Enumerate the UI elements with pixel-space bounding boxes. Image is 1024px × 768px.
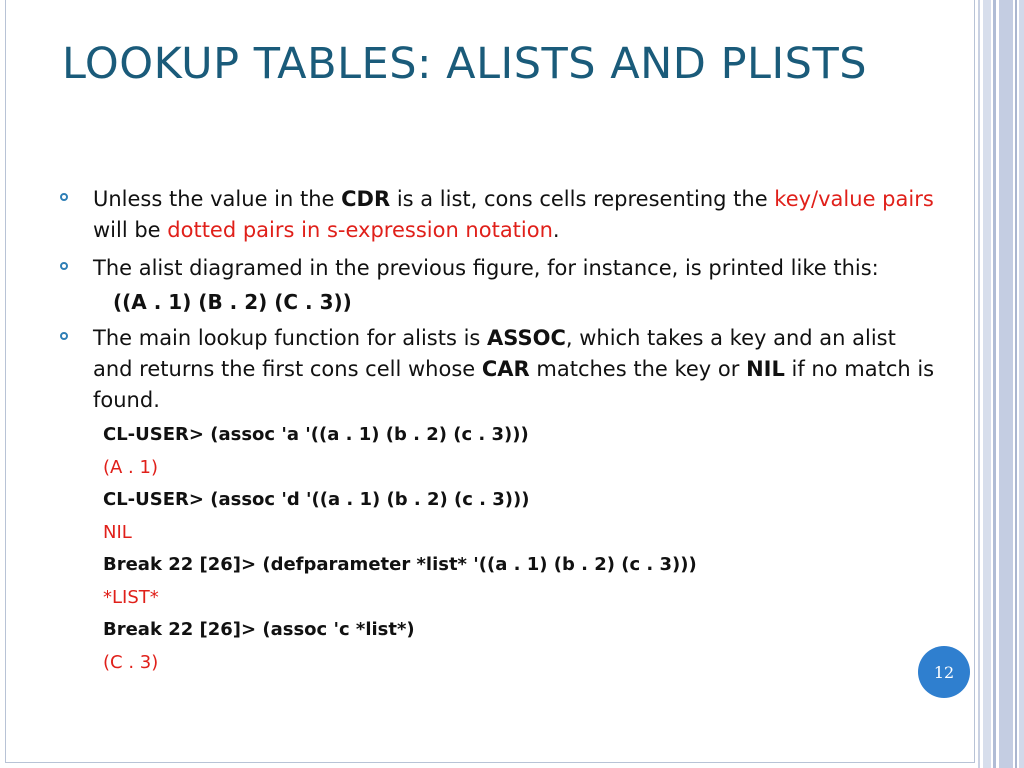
decor-stripe xyxy=(1015,0,1017,768)
repl-transcript xyxy=(60,419,940,679)
repl-command: CL-USER> (assoc 'a '((a . 1) (b . 2) (c . 3))) xyxy=(103,424,529,445)
bullet-circle-icon xyxy=(60,332,68,340)
bullet-text: The main lookup function for alists is xyxy=(93,326,488,350)
bullet-text: Unless the value in the xyxy=(93,187,342,211)
repl-output: *LIST* xyxy=(103,586,159,608)
bullet-text: is a list, cons cells representing the xyxy=(390,187,775,211)
highlight-key-value-pairs: key/value pairs xyxy=(774,187,934,211)
slide-content xyxy=(60,184,940,679)
slide-title: LOOKUP TABLES: ALISTS AND PLISTS xyxy=(62,39,868,89)
bullet-item xyxy=(60,253,940,284)
repl-command: Break 22 [26]> (assoc 'c *list*) xyxy=(103,619,415,640)
decor-stripe xyxy=(999,0,1013,768)
decor-stripe xyxy=(983,0,991,768)
page-number: 12 xyxy=(933,662,955,682)
keyword-nil: NIL xyxy=(746,357,785,381)
bullet-text: matches the key or xyxy=(529,357,747,381)
repl-command: Break 22 [26]> (defparameter *list* '((a . 1) (b . 2) (c . 3))) xyxy=(103,554,697,575)
bullet-item xyxy=(60,184,940,246)
page-number-badge xyxy=(918,646,970,698)
bullet-text: , which takes a key and an alist and returns the first cons cell whose xyxy=(93,326,896,381)
bullet-text: will be xyxy=(93,218,168,242)
repl-output: NIL xyxy=(103,521,132,543)
bullet-text: if no match is found. xyxy=(93,357,935,412)
bullet-circle-icon xyxy=(60,193,68,201)
repl-output: (C . 3) xyxy=(103,651,159,673)
bullet-text: The alist diagramed in the previous figure, for instance, is printed like this: xyxy=(93,256,879,280)
highlight-dotted-pairs: dotted pairs in s-expression notation xyxy=(167,218,553,242)
bullet-circle-icon xyxy=(60,262,68,270)
decor-stripe xyxy=(1019,0,1024,768)
repl-command: CL-USER> (assoc 'd '((a . 1) (b . 2) (c . 3))) xyxy=(103,489,530,510)
keyword-cdr: CDR xyxy=(341,187,391,211)
repl-output: (A . 1) xyxy=(103,456,158,478)
bullet-text: . xyxy=(552,218,560,242)
decor-stripe xyxy=(978,0,980,768)
keyword-car: CAR xyxy=(481,357,530,381)
bullet-item xyxy=(60,323,940,416)
keyword-assoc: ASSOC xyxy=(487,326,566,350)
alist-printed-form: ((A . 1) (B . 2) (C . 3)) xyxy=(113,290,352,314)
decor-stripe xyxy=(993,0,996,768)
